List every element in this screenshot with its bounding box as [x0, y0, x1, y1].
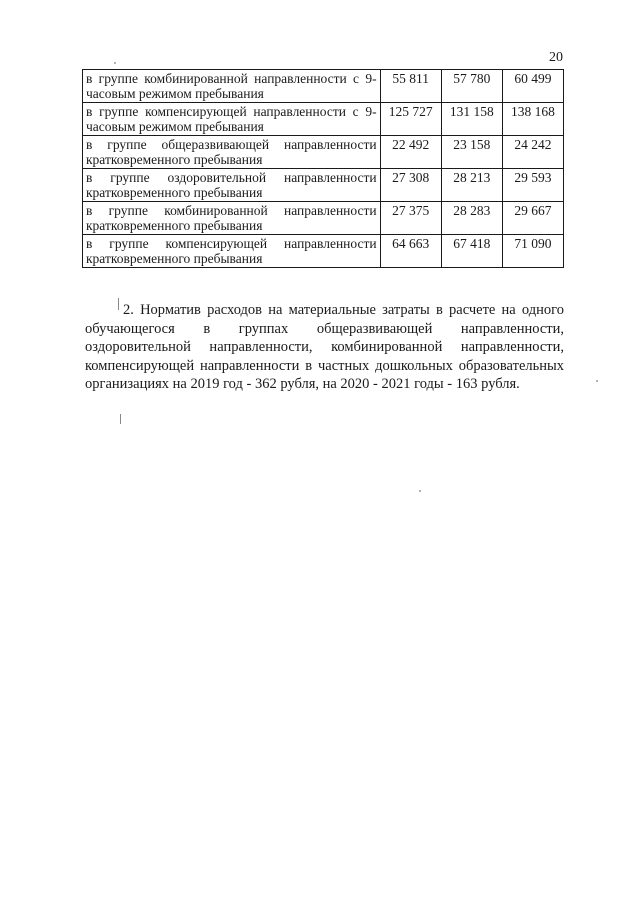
row-value-2019: 55 811 [380, 70, 441, 103]
page-number: 20 [549, 50, 563, 65]
material-costs-paragraph [85, 301, 564, 394]
row-value-2020: 131 158 [441, 103, 502, 136]
row-value-2021: 24 242 [502, 136, 563, 169]
paragraph-text: 2. Норматив расходов на материальные затраты в расчете на одного обучающегося в группах общеразвивающей направленности, оздоровительной направленности, комбинированной направленности, компенсирующей направленности в частных дошкольных образовательных организациях на 2019 год - 362 рубля, на 2020 - 2021 годы - 163 рубля. [85, 302, 564, 393]
row-value-2021: 29 593 [502, 169, 563, 202]
scan-artifact-mark [118, 298, 119, 310]
row-label: в группе общеразвивающей направленности кратковременного пребывания [83, 136, 381, 169]
row-value-2021: 71 090 [502, 235, 563, 268]
table-row [83, 103, 564, 136]
row-value-2019: 125 727 [380, 103, 441, 136]
row-value-2020: 23 158 [441, 136, 502, 169]
scan-artifact-dot [596, 380, 598, 382]
row-value-2020: 28 283 [441, 202, 502, 235]
row-label: в группе комбинированной направленности с 9-часовым режимом пребывания [83, 70, 381, 103]
row-value-2019: 27 308 [380, 169, 441, 202]
scan-artifact-dot [419, 490, 421, 492]
scan-artifact-dot [114, 62, 116, 64]
table-row [83, 70, 564, 103]
row-value-2020: 67 418 [441, 235, 502, 268]
row-label: в группе комбинированной направленности кратковременного пребывания [83, 202, 381, 235]
table-row [83, 202, 564, 235]
scan-artifact-mark [120, 414, 121, 424]
row-value-2019: 27 375 [380, 202, 441, 235]
row-label: в группе оздоровительной направленности кратковременного пребывания [83, 169, 381, 202]
row-value-2020: 28 213 [441, 169, 502, 202]
row-value-2021: 60 499 [502, 70, 563, 103]
row-value-2019: 64 663 [380, 235, 441, 268]
table-row [83, 235, 564, 268]
row-value-2020: 57 780 [441, 70, 502, 103]
row-value-2019: 22 492 [380, 136, 441, 169]
row-value-2021: 138 168 [502, 103, 563, 136]
table-row [83, 136, 564, 169]
cost-norms-table [82, 69, 564, 268]
row-value-2021: 29 667 [502, 202, 563, 235]
row-label: в группе компенсирующей направленности с 9-часовым режимом пребывания [83, 103, 381, 136]
table-row [83, 169, 564, 202]
row-label: в группе компенсирующей направленности кратковременного пребывания [83, 235, 381, 268]
